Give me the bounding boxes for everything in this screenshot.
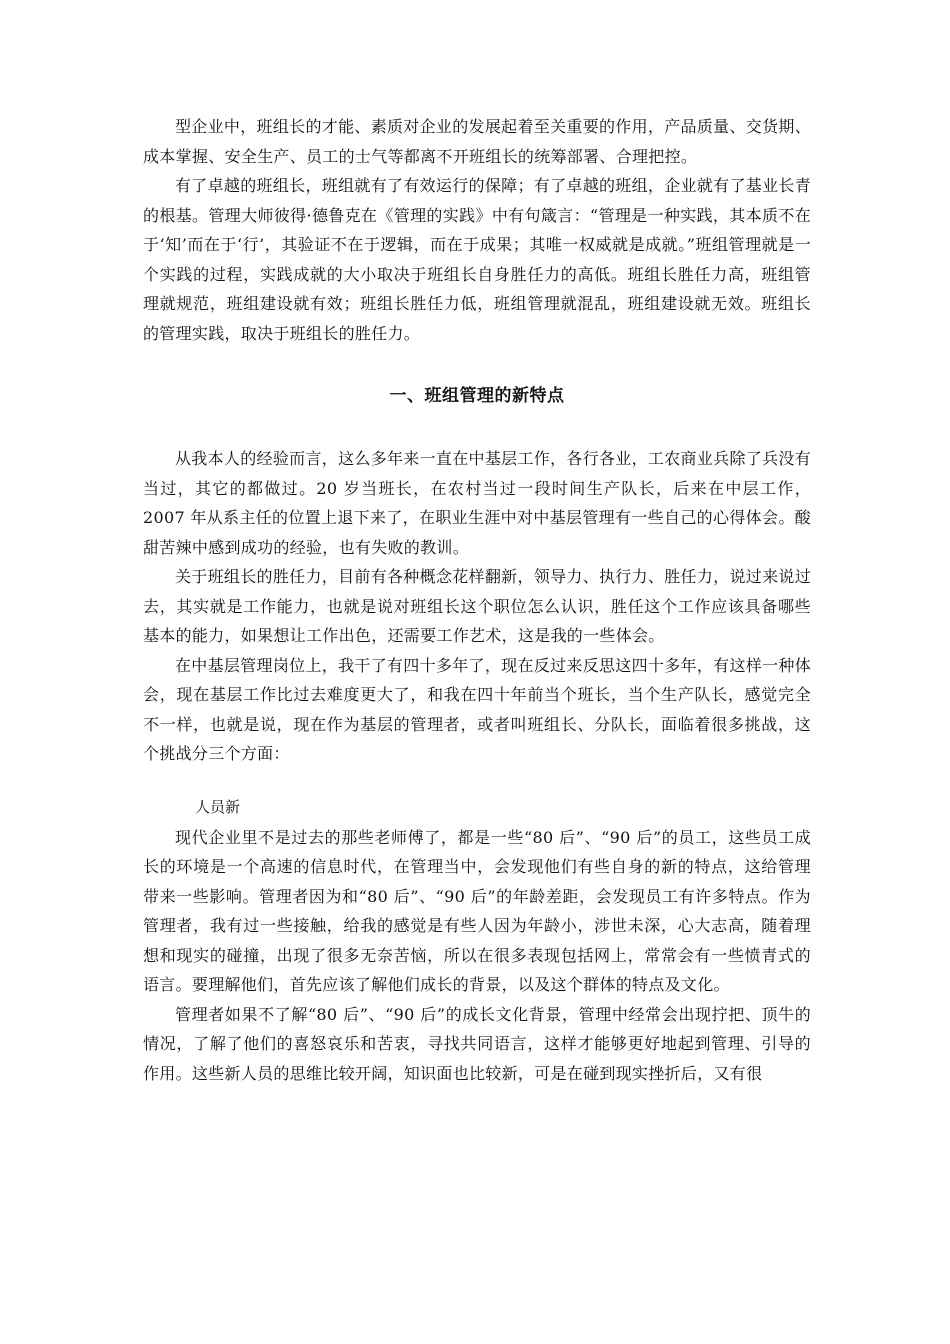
body-paragraph: 从我本人的经验而言，这么多年来一直在中基层工作，各行各业，工农商业兵除了兵没有当过，其它的都做过。20 岁当班长，在农村当过一段时间生产队长，后来在中层工作，2007 年从系主任的位置上退下来了，在职业生涯中对中基层管理有一些自己的心得体会。酸甜苦辣中感到成功的经验，也有失败的教训。 (143, 449, 811, 557)
body-paragraph: 管理者如果不了解“80 后”、“90 后”的成长文化背景，管理中经常会出现拧把、顶牛的情况，了解了他们的喜怒哀乐和苦衷，寻找共同语言，这样才能够更好地起到管理、引导的作用。这些新人员的思维比较开阔，知识面也比较新，可是在碰到现实挫折后，又有很 (143, 1004, 811, 1083)
body-paragraph: 型企业中，班组长的才能、素质对企业的发展起着至关重要的作用，产品质量、交货期、成本掌握、安全生产、员工的士气等都离不开班组长的统筹部署、合理把控。 (143, 117, 811, 166)
subsection-heading: 人员新 (195, 797, 241, 816)
body-paragraph: 现代企业里不是过去的那些老师傅了，都是一些“80 后”、“90 后”的员工，这些员工成长的环境是一个高速的信息时代，在管理当中，会发现他们有些自身的新的特点，这给管理带来一些影响。管理者因为和“80 后”、“90 后”的年龄差距，会发现员工有许多特点。作为管理者，我有过一些接触，给我的感觉是有些人因为年龄小，涉世未深，心大志高，随着理想和现实的碰撞，出现了很多无奈苦恼，所以在很多表现包括网上，常常会有一些愤青式的语言。要理解他们，首先应该了解他们成长的背景，以及这个群体的特点及文化。 (143, 827, 811, 994)
body-paragraph: 关于班组长的胜任力，目前有各种概念花样翻新，领导力、执行力、胜任力，说过来说过去，其实就是工作能力，也就是说对班组长这个职位怎么认识，胜任这个工作应该具备哪些基本的能力，如果想让工作出色，还需要工作艺术，这是我的一些体会。 (143, 567, 811, 645)
body-paragraph: 在中基层管理岗位上，我干了有四十多年了，现在反过来反思这四十多年，有这样一种体会，现在基层工作比过去难度更大了，和我在四十年前当个班长，当个生产队长，感觉完全不一样，也就是说，现在作为基层的管理者，或者叫班组长、分队长，面临着很多挑战，这个挑战分三个方面： (143, 655, 811, 763)
section-heading: 一、班组管理的新特点 (389, 386, 565, 406)
document-page (143, 112, 811, 1088)
body-paragraph: 有了卓越的班组长，班组就有了有效运行的保障；有了卓越的班组，企业就有了基业长青的根基。管理大师彼得·德鲁克在《管理的实践》中有句箴言：“管理是一种实践，其本质不在于‘知’而在于‘行’，其验证不在于逻辑，而在于成果；其唯一权威就是成就。”班组管理就是一个实践的过程，实践成就的大小取决于班组长自身胜任力的高低。班组长胜任力高，班组管理就规范，班组建设就有效；班组长胜任力低，班组管理就混乱，班组建设就无效。班组长的管理实践，取决于班组长的胜任力。 (143, 176, 811, 343)
